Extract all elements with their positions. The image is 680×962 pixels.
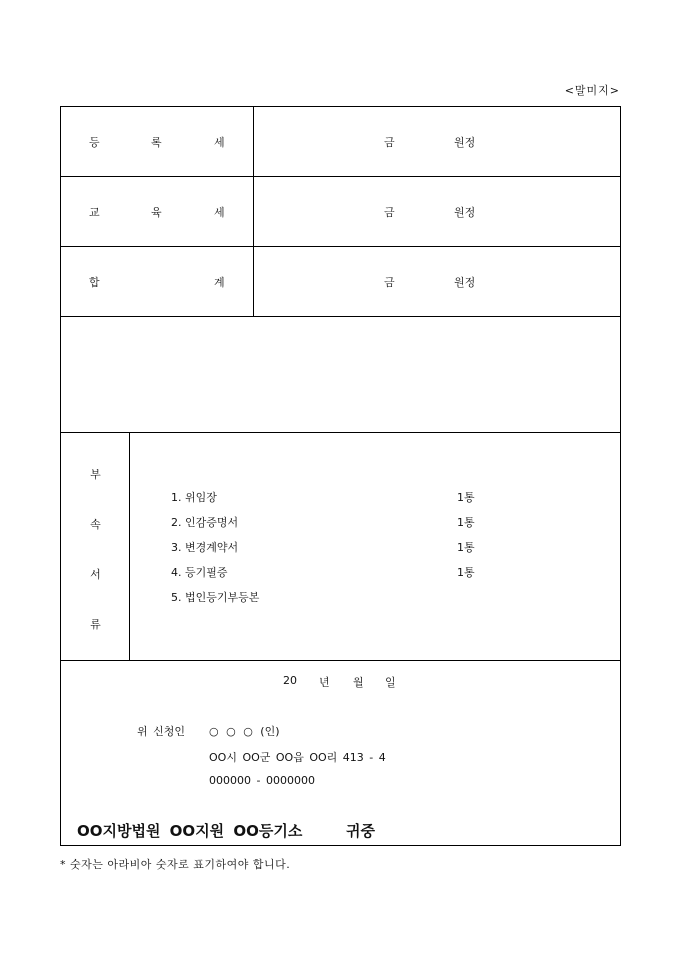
applicant-id-number: 000000 - 0000000 bbox=[209, 774, 315, 787]
tax-label-cell bbox=[61, 177, 254, 246]
amount-suffix: 원정 bbox=[454, 205, 476, 219]
amount-suffix: 원정 bbox=[454, 135, 476, 149]
attachment-item: 1. 위임장 bbox=[171, 491, 217, 504]
applicant-address: OO시 OO군 OO읍 OO리 413 - 4 bbox=[209, 751, 386, 764]
amount-prefix: 금 bbox=[384, 275, 395, 289]
tax-label-char: 교 bbox=[89, 205, 100, 219]
side-label-char: 부 bbox=[90, 468, 101, 481]
tax-label-char: 세 bbox=[214, 135, 225, 149]
education-tax-row bbox=[61, 177, 620, 247]
registration-form bbox=[60, 106, 621, 846]
attachment-item: 5. 법인등기부등본 bbox=[171, 591, 260, 604]
side-label-char: 류 bbox=[90, 618, 101, 631]
date-year-prefix: 20 bbox=[283, 674, 297, 687]
footnote: * 숫자는 아라비아 숫자로 표기하여야 합니다. bbox=[60, 858, 291, 871]
side-label-char: 서 bbox=[90, 568, 101, 581]
attachments-side-label bbox=[61, 433, 130, 660]
blank-section bbox=[61, 317, 620, 433]
date-month: 월 bbox=[353, 676, 364, 689]
tax-label-char: 세 bbox=[214, 205, 225, 219]
court-name: OO지방법원 OO지원 OO등기소 bbox=[77, 822, 303, 840]
registration-tax-row bbox=[61, 107, 620, 177]
tax-label-char: 등 bbox=[89, 135, 100, 149]
tax-label-char: 록 bbox=[151, 135, 162, 149]
court-suffix: 귀중 bbox=[346, 822, 375, 840]
attachment-count: 1통 bbox=[457, 566, 475, 579]
tax-label-char: 육 bbox=[151, 205, 162, 219]
applicant-label: 위 신청인 bbox=[137, 725, 186, 738]
total-row bbox=[61, 247, 620, 317]
date-year: 년 bbox=[319, 676, 330, 689]
tax-label-cell bbox=[61, 107, 254, 176]
amount-prefix: 금 bbox=[384, 135, 395, 149]
tax-label-cell bbox=[61, 247, 254, 316]
page-label: <말미지> bbox=[564, 84, 620, 97]
attachment-count: 1통 bbox=[457, 541, 475, 554]
attachment-item: 2. 인감증명서 bbox=[171, 516, 239, 529]
amount-suffix: 원정 bbox=[454, 275, 476, 289]
attachments-section bbox=[61, 433, 620, 661]
attachment-count: 1통 bbox=[457, 491, 475, 504]
tax-label-char: 합 bbox=[89, 275, 100, 289]
side-label-char: 속 bbox=[90, 518, 101, 531]
amount-prefix: 금 bbox=[384, 205, 395, 219]
date-day: 일 bbox=[385, 676, 396, 689]
attachment-item: 4. 등기필증 bbox=[171, 566, 228, 579]
attachment-item: 3. 변경계약서 bbox=[171, 541, 239, 554]
attachment-count: 1통 bbox=[457, 516, 475, 529]
tax-label-char: 계 bbox=[214, 275, 225, 289]
applicant-name: ○ ○ ○ (인) bbox=[209, 725, 280, 738]
signature-section bbox=[61, 661, 620, 845]
